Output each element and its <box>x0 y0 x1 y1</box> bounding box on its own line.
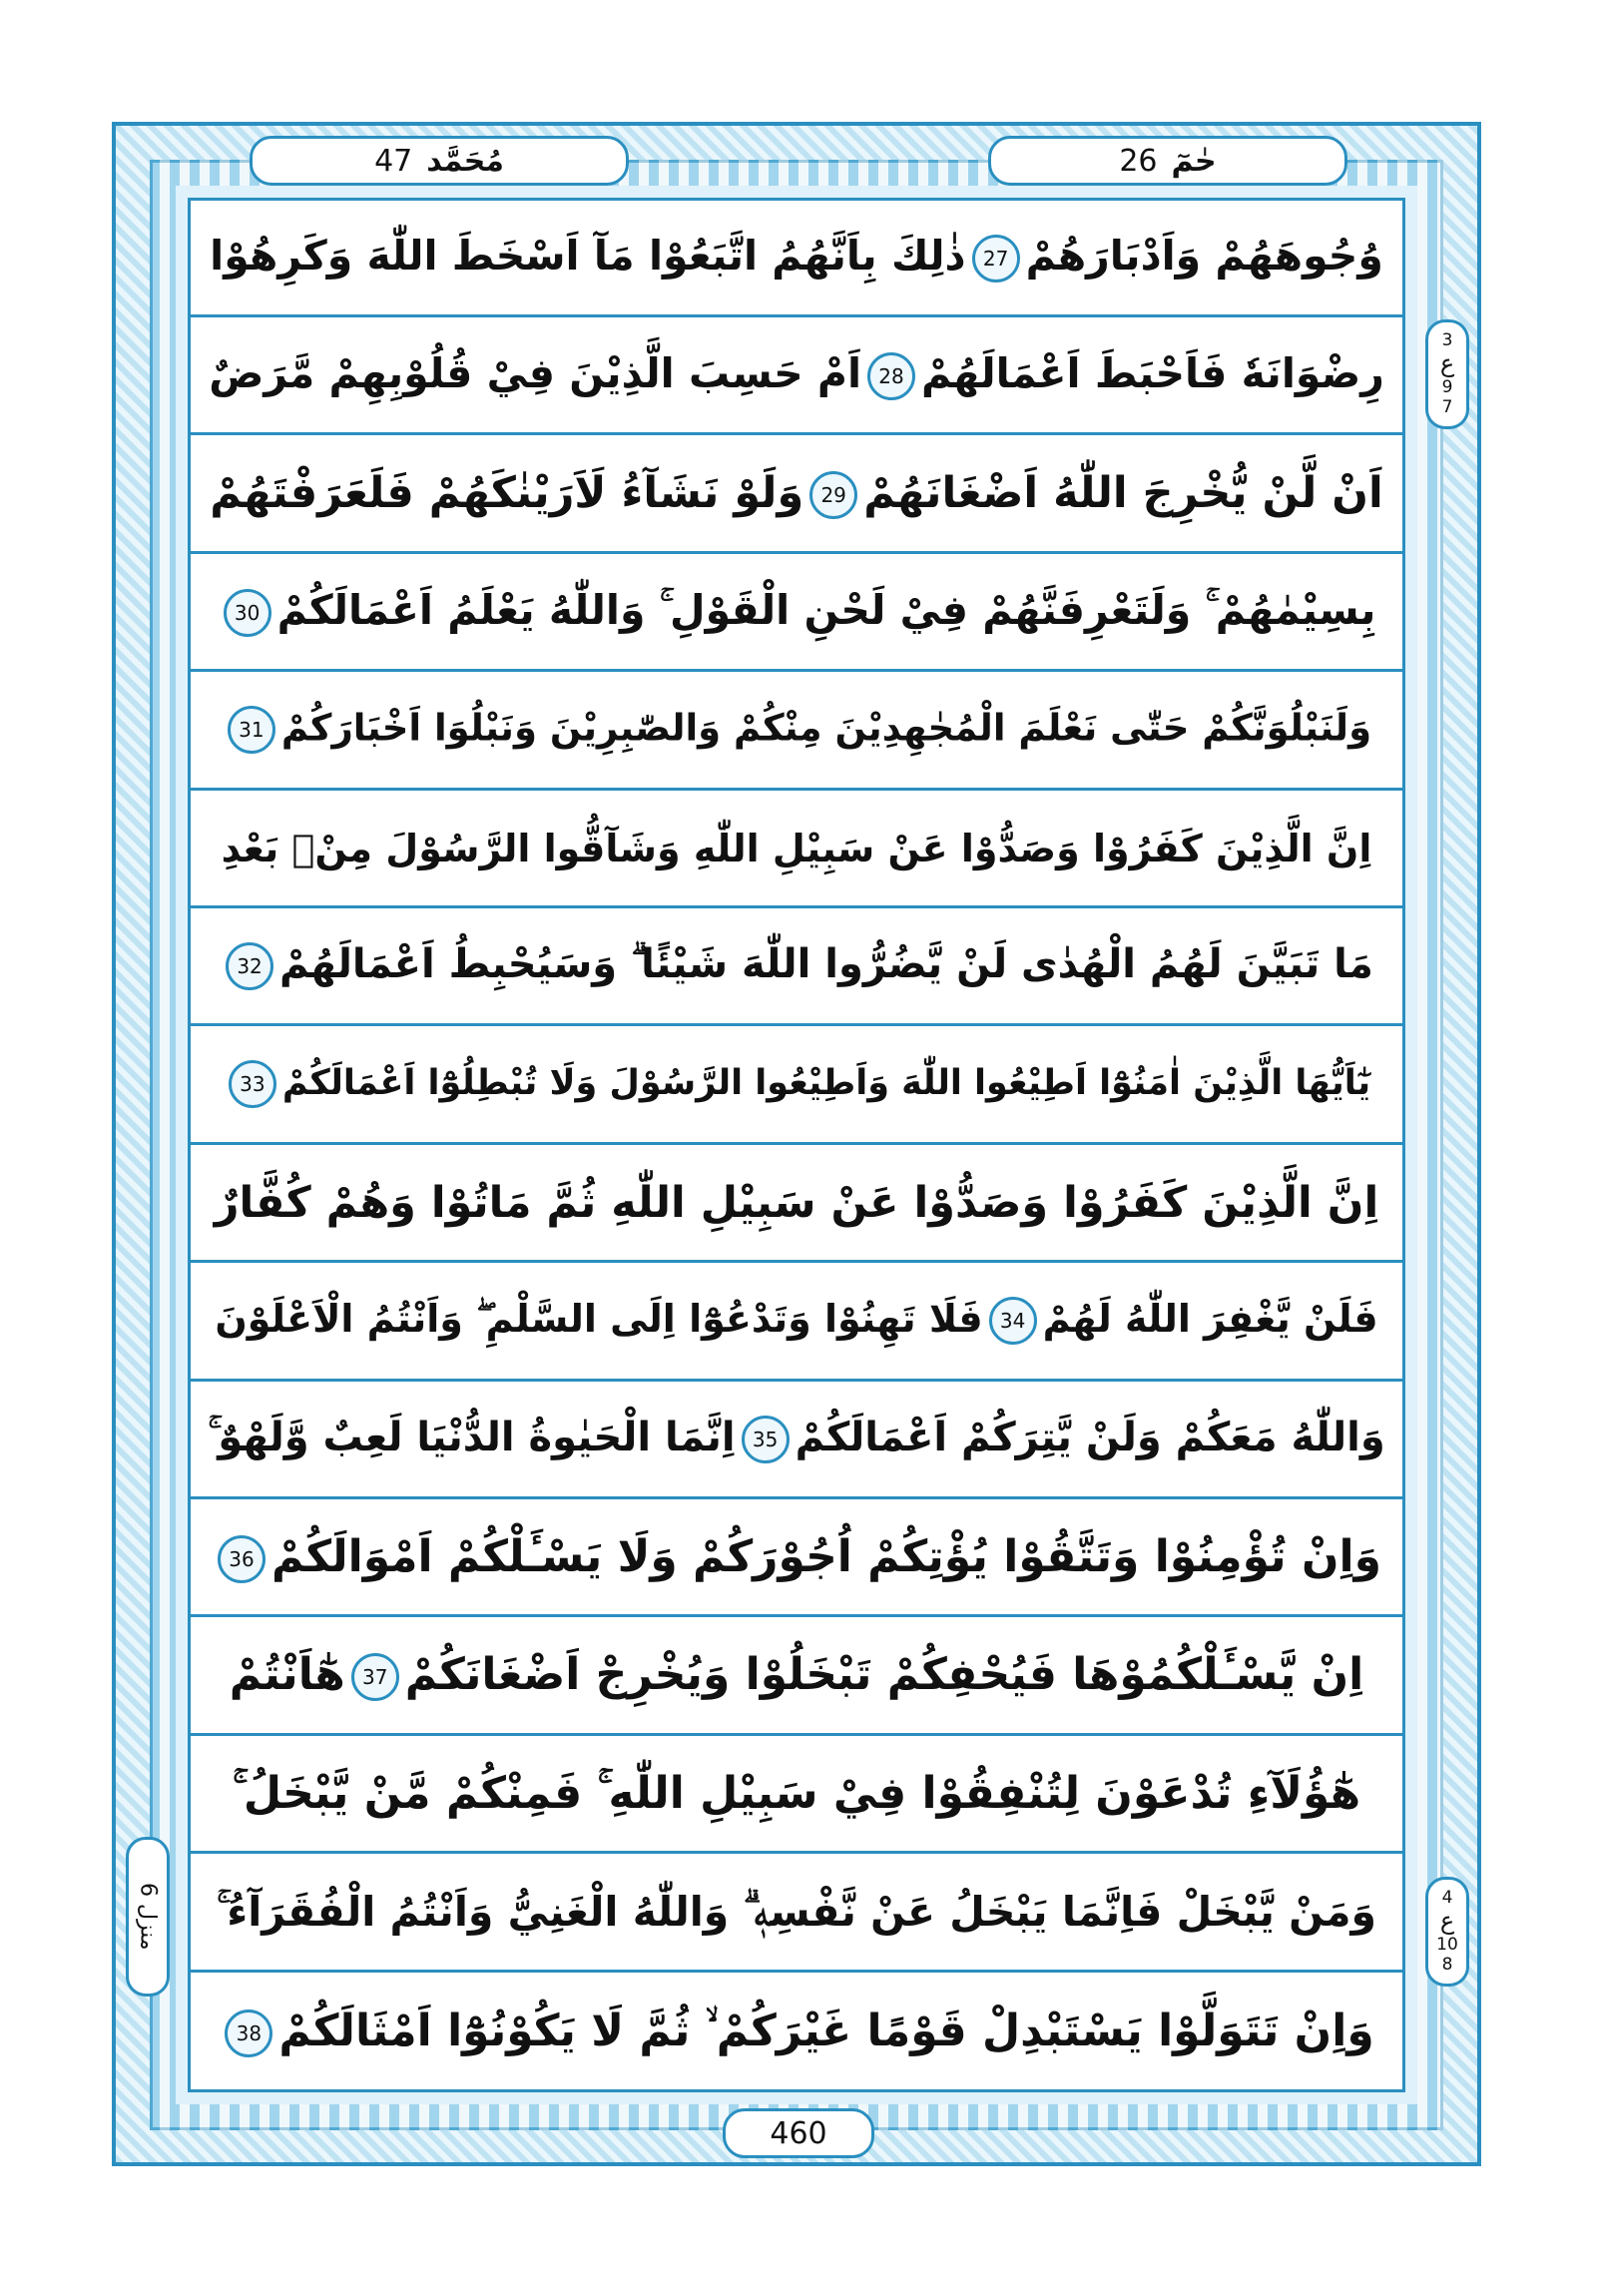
verse-text <box>215 1297 1377 1346</box>
verse-text-segment: اِنَّمَا الْحَيٰوةُ الدُّنْيَا لَعِبٌ وَّلَهْوٌ ۚ <box>208 1415 736 1460</box>
verse-line <box>188 673 1405 791</box>
verse-line <box>188 1027 1405 1145</box>
verse-text <box>210 232 1383 283</box>
verse-text-segment: ذٰلِكَ بِاَنَّهُمُ اتَّبَعُوْا مَآ اَسْخَطَ اللّٰهَ وَكَرِهُوْا <box>210 232 966 280</box>
verse-text-segment: وُجُوهَهُمْ وَاَدْبَارَهُمْ <box>1025 232 1383 280</box>
verse-text <box>215 1178 1378 1228</box>
verse-text-segment: وَاِنْ تُؤْمِنُوْا وَتَتَّقُوْا يُؤْتِكُمْ اُجُوْرَكُمْ وَلَا يَسْـَٔلْكُمْ اَمْوَالَكُمْ <box>271 1530 1381 1582</box>
verse-text <box>208 1415 1384 1463</box>
verse-text-segment: وَاِنْ تَتَوَلَّوْا يَسْتَبْدِلْ قَوْمًا غَيْرَكُمْ ۙ ثُمَّ لَا يَكُوْنُوْٓا اَمْثَالَكُمْ <box>278 2006 1374 2056</box>
verse-line <box>188 791 1405 908</box>
ruku-marker-bottom <box>1425 1877 1469 1987</box>
ayah-number-marker: 32 <box>226 942 273 990</box>
verse-text-segment: رِضْوَانَهٗ فَاَحْبَطَ اَعْمَالَهُمْ <box>921 349 1384 398</box>
ruku-bottom-a: 4 <box>1441 1887 1453 1908</box>
verse-text <box>219 2006 1373 2057</box>
ayah-number-marker: 34 <box>989 1297 1037 1345</box>
page-number <box>723 2108 874 2158</box>
verse-text-segment: مَا تَبَيَّنَ لَهُمُ الْهُدٰى لَنْ يَّضُرُّوا اللّٰهَ شَيْئًا ۗ وَسَيُحْبِطُ اَعْمَالَهُمْ <box>279 941 1373 988</box>
ayah-number-marker: 36 <box>218 1535 266 1583</box>
verse-line <box>188 554 1405 672</box>
ruku-marker-top <box>1425 319 1469 429</box>
verse-line <box>188 1855 1405 1973</box>
ayah-number-marker: 31 <box>228 706 275 754</box>
ayah-number-marker: 33 <box>229 1060 276 1108</box>
verse-text <box>220 941 1373 990</box>
ruku-top-c: 7 <box>1441 396 1453 417</box>
manzil-marker <box>126 1837 170 1997</box>
ayah-number-marker: 38 <box>225 2009 272 2057</box>
verse-text-segment: بِسِيْمٰهُمْ ۚ وَلَتَعْرِفَنَّهُمْ فِيْ لَحْنِ الْقَوْلِ ۚ وَاللّٰهُ يَعْلَمُ اَعْمَالَكُمْ <box>276 586 1376 635</box>
verse-text <box>212 1531 1381 1583</box>
ruku-bottom-c: 8 <box>1441 1954 1453 1975</box>
verse-text-segment: هٰٓؤُلَآءِ تُدْعَوْنَ لِتُنْفِقُوْا فِيْ سَبِيْلِ اللّٰهِ ۚ فَمِنْكُمْ مَّنْ يَّبْخَلُ ۚ <box>232 1768 1361 1820</box>
verse-text <box>230 1649 1364 1701</box>
verse-line <box>188 200 1405 317</box>
verse-line <box>188 1973 1405 2090</box>
juz-number: 26 <box>1119 143 1158 179</box>
verse-text <box>222 706 1371 754</box>
ruku-top-symbol: ع <box>1439 349 1455 378</box>
verse-text-segment: وَلَنَبْلُوَنَّكُمْ حَتّٰى نَعْلَمَ الْمُجٰهِدِيْنَ مِنْكُمْ وَالصّٰبِرِيْنَ وَنَبْلُوَا اَخْبَارَكُمْ <box>280 706 1372 750</box>
verse-line <box>188 436 1405 554</box>
verse-text-segment: اِنْ يَّسْـَٔلْكُمُوْهَا فَيُحْفِكُمْ تَبْخَلُوْا وَيُخْرِجْ اَضْغَانَكُمْ <box>404 1649 1364 1701</box>
verse-text-segment: اِنَّ الَّذِيْنَ كَفَرُوْا وَصَدُّوْا عَنْ سَبِيْلِ اللّٰهِ وَشَآقُّوا الرَّسُوْلَ مِنْۢ بَعْدِ <box>221 826 1372 870</box>
ayah-number-marker: 27 <box>972 235 1020 283</box>
juz-header <box>988 136 1347 186</box>
verse-line <box>188 1618 1405 1736</box>
verse-line <box>188 1264 1405 1382</box>
verse-text-segment: وَاللّٰهُ مَعَكُمْ وَلَنْ يَّتِرَكُمْ اَعْمَالَكُمْ <box>795 1415 1385 1460</box>
ayah-number-marker: 35 <box>742 1416 790 1463</box>
ruku-bottom-symbol: ع <box>1439 1907 1455 1936</box>
verse-text-segment: يٰٓاَيُّهَا الَّذِيْنَ اٰمَنُوْٓا اَطِيْعُوا اللّٰهَ وَاَطِيْعُوا الرَّسُوْلَ وَلَا تُبْطِلُوْٓا اَعْمَالَكُمْ <box>281 1063 1371 1104</box>
surah-number: 47 <box>374 143 413 179</box>
verse-text-segment: هٰٓاَنْتُمْ <box>229 1649 345 1701</box>
juz-name: حٰمٓ <box>1171 143 1217 179</box>
verse-text-segment: اِنَّ الَّذِيْنَ كَفَرُوْا وَصَدُّوْا عَنْ سَبِيْلِ اللّٰهِ ثُمَّ مَاتُوْا وَهُمْ كُفَّارٌ <box>214 1177 1379 1228</box>
verse-text <box>223 1060 1370 1108</box>
ayah-number-marker: 28 <box>867 352 915 400</box>
verse-text <box>217 1888 1376 1937</box>
verse-text <box>222 827 1372 870</box>
ruku-bottom-b: 10 <box>1436 1935 1458 1956</box>
verse-text-segment: وَمَنْ يَّبْخَلْ فَاِنَّمَا يَبْخَلُ عَنْ نَّفْسِهٖ ۗ وَاللّٰهُ الْغَنِيُّ وَاَنْتُمُ الْفُقَرَآءُ ۚ <box>217 1887 1376 1936</box>
ruku-top-a: 3 <box>1441 329 1453 350</box>
ruku-top-b: 9 <box>1441 377 1453 398</box>
surah-header <box>250 136 629 186</box>
verse-line <box>188 908 1405 1026</box>
ayah-number-marker: 37 <box>351 1653 399 1701</box>
verse-line <box>188 1499 1405 1617</box>
verse-line <box>188 317 1405 435</box>
verse-text-segment: فَلَنْ يَّغْفِرَ اللّٰهُ لَهُمْ <box>1042 1296 1378 1341</box>
verse-text-segment: اَمْ حَسِبَ الَّذِيْنَ فِيْ قُلُوْبِهِمْ مَّرَضٌ <box>209 349 862 398</box>
ayah-number-marker: 29 <box>809 471 857 519</box>
manzil-label: منزل 6 <box>135 1883 161 1951</box>
verse-line <box>188 1382 1405 1499</box>
verse-text <box>210 468 1382 520</box>
verse-text <box>233 1768 1360 1819</box>
verse-text-segment: اَنْ لَّنْ يُّخْرِجَ اللّٰهُ اَضْغَانَهُمْ <box>863 467 1383 518</box>
page-number-text: 460 <box>770 2115 827 2151</box>
verse-text <box>209 349 1384 400</box>
surah-name: مُحَمَّد <box>426 143 504 179</box>
verse-line <box>188 1736 1405 1854</box>
ayah-number-marker: 30 <box>224 589 271 637</box>
verse-text-segment: وَلَوْ نَشَآءُ لَاَرَيْنٰكَهُمْ فَلَعَرَفْتَهُمْ <box>210 467 804 518</box>
verse-text <box>218 586 1376 637</box>
verse-text-segment: فَلَا تَهِنُوْا وَتَدْعُوْٓا اِلَى السَّلْمِ ۖ وَاَنْتُمُ الْاَعْلَوْنَ <box>215 1296 983 1341</box>
verse-line <box>188 1145 1405 1263</box>
